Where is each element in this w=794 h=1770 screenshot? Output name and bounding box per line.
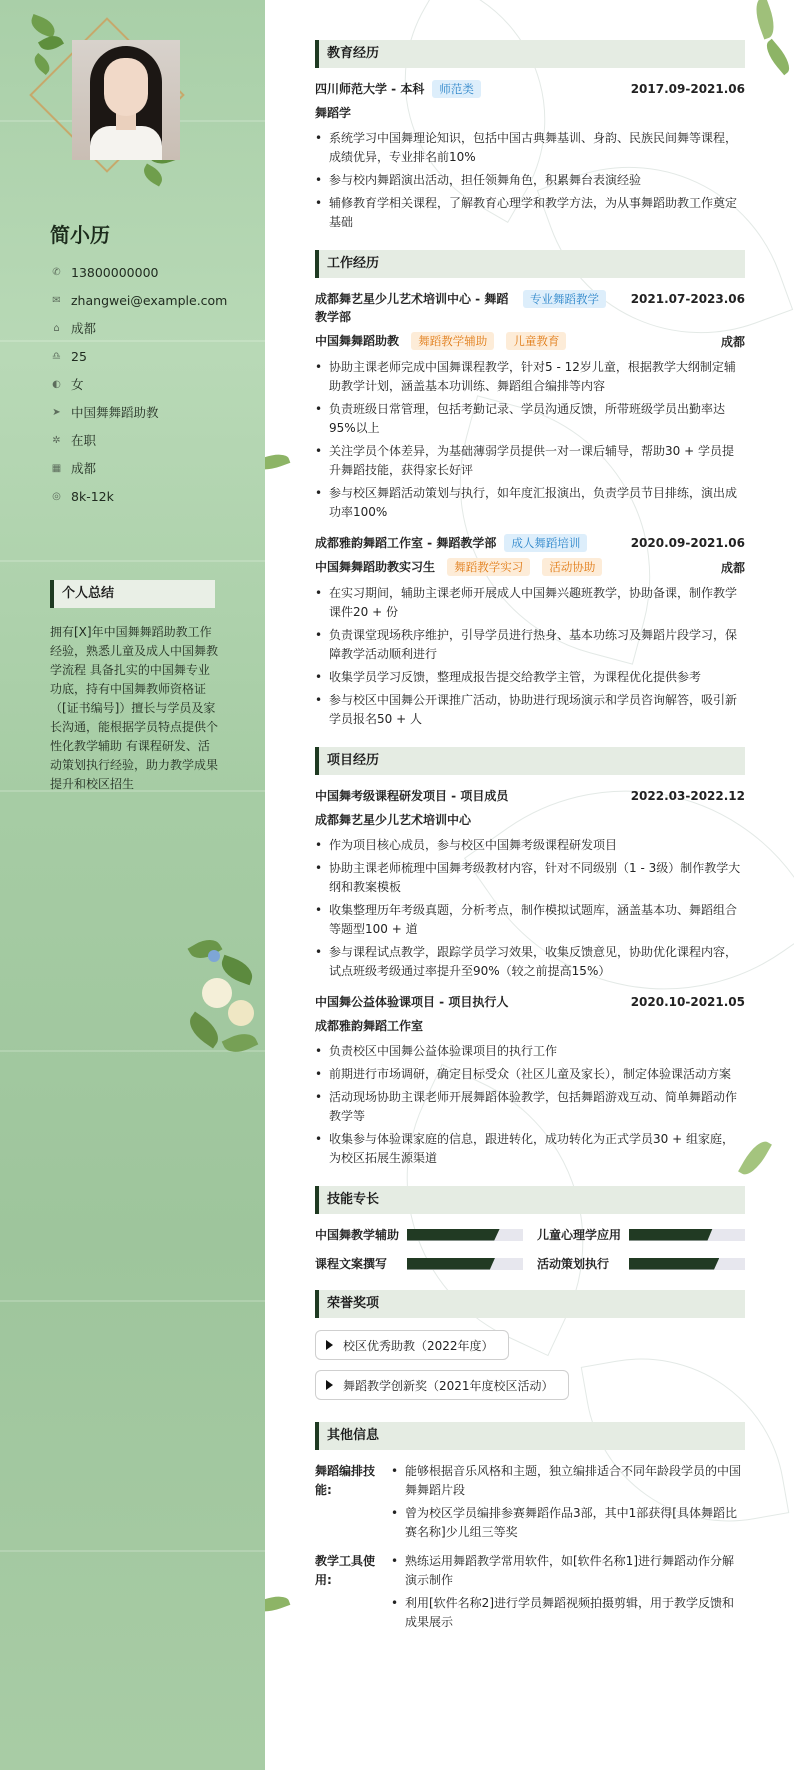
job-tag: 专业舞蹈教学 (523, 290, 606, 308)
skill-fill (407, 1229, 500, 1241)
list-item: • 负责课堂现场秩序维护，引导学员进行热身、基本功练习及舞蹈片段学习，保障教学活动顺利进行 (315, 626, 745, 664)
info-email: ✉ zhangwei@example.com (50, 286, 227, 314)
summary-heading: 个人总结 (50, 580, 215, 608)
list-item: • 活动现场协助主课老师开展舞蹈体验教学，包括舞蹈游戏互动、简单舞蹈动作教学等 (315, 1088, 745, 1126)
list-item: • 协助主课老师梳理中国舞考级教材内容，针对不同级别（1 - 3级）制作教学大纲和教案模板 (315, 859, 745, 897)
gender-icon: ◐ (52, 378, 61, 390)
job-entry (315, 534, 745, 552)
info-salary: ◎ 8k-12k (50, 482, 227, 510)
job-date: 2021.07-2023.06 (630, 292, 745, 306)
job-city: 成都 (720, 560, 745, 575)
list-item: • 收集学员学习反馈，整理成报告提交给教学主管，为课程优化提供参考 (315, 668, 745, 687)
list-item: • 利用[软件名称2]进行学员舞蹈视频拍摄剪辑，用于教学反馈和成果展示 (391, 1594, 745, 1632)
main-content (265, 0, 794, 1770)
skill-item: 中国舞教学辅助 (315, 1226, 523, 1243)
skill-item: 活动策划执行 (537, 1255, 745, 1272)
building-icon: ▦ (51, 462, 62, 474)
other-bullets (391, 1462, 745, 1546)
info-age: ♎ 25 (50, 342, 227, 370)
info-city: ▦ 成都 (51, 461, 97, 476)
list-item: • 熟练运用舞蹈教学常用软件，如[软件名称1]进行舞蹈动作分解演示制作 (391, 1552, 745, 1590)
profile-photo (72, 40, 180, 160)
sidebar (0, 0, 265, 1770)
role-tag: 舞蹈教学辅助 (411, 332, 494, 350)
list-item: • 参与课程试点教学，跟踪学员学习效果，收集反馈意见，协助优化课程内容，试点班级考级通过率提升至90%（较之前提高15%） (315, 943, 745, 981)
other-label: 教学工具使用: (315, 1554, 376, 1587)
list-item: • 参与校内舞蹈演出活动，担任领舞角色，积累舞台表演经验 (315, 171, 745, 190)
list-item: • 负责校区中国舞公益体验课项目的执行工作 (315, 1042, 745, 1061)
skills-grid (315, 1226, 745, 1272)
home-icon: ⌂ (53, 322, 60, 334)
list-item: • 负责班级日常管理，包括考勤记录、学员沟通反馈，所带班级学员出勤率达95%以上 (315, 400, 745, 438)
list-item: • 参与校区舞蹈活动策划与执行，如年度汇报演出，负责学员节目排练，演出成功率100% (315, 484, 745, 522)
awards-heading: 荣誉奖项 (315, 1290, 745, 1318)
projects-section (315, 747, 745, 1168)
work-heading: 工作经历 (315, 250, 745, 278)
skills-section (315, 1186, 745, 1272)
skills-heading: 技能专长 (315, 1186, 745, 1214)
project-date: 2022.03-2022.12 (630, 789, 745, 803)
job-org: 成都舞艺星少儿艺术培训中心 - 舞蹈教学部 (315, 292, 509, 324)
candidate-name: 简小历 (50, 223, 110, 247)
job-bullets (315, 584, 745, 729)
skill-bar (407, 1258, 523, 1270)
role-tag: 舞蹈教学实习 (447, 558, 530, 576)
role-tag: 儿童教育 (506, 332, 566, 350)
skill-fill (629, 1258, 719, 1270)
other-group (315, 1552, 745, 1636)
mail-icon: ✉ (52, 294, 61, 306)
list-item: • 系统学习中国舞理论知识，包括中国古典舞基训、身韵、民族民间舞等课程，成绩优异，专业排名前10% (315, 129, 745, 167)
info-gender: ◐ 女 (50, 370, 227, 398)
other-bullets (391, 1552, 745, 1636)
projects-heading: 项目经历 (315, 747, 745, 775)
skill-item: 课程文案撰写 (315, 1255, 523, 1272)
education-date: 2017.09-2021.06 (630, 82, 745, 96)
skill-bar (407, 1229, 523, 1241)
info-status: ✲ 在职 (50, 426, 227, 454)
education-section (315, 40, 745, 232)
skill-fill (629, 1229, 713, 1241)
info-position: ➤ 中国舞舞蹈助教 (50, 398, 227, 426)
award-list (315, 1330, 745, 1410)
awards-section (315, 1290, 745, 1410)
project-bullets (315, 836, 745, 981)
info-phone: ✆ 13800000000 (50, 258, 227, 286)
other-group (315, 1462, 745, 1546)
school-tag: 师范类 (432, 80, 481, 98)
project-name: 中国舞考级课程研发项目 - 项目成员 (315, 789, 509, 803)
list-item: • 前期进行市场调研，确定目标受众（社区儿童及家长），制定体验课活动方案 (315, 1065, 745, 1084)
job-city: 成都 (720, 334, 745, 349)
project-date: 2020.10-2021.05 (630, 995, 745, 1009)
skill-bar (629, 1258, 745, 1270)
major: 舞蹈学 (315, 106, 352, 120)
other-label: 舞蹈编排技能: (315, 1464, 376, 1497)
job-role: 中国舞舞蹈助教实习生 (315, 560, 436, 574)
status-icon: ✲ (52, 434, 61, 446)
project-org: 成都舞艺星少儿艺术培训中心 (315, 813, 472, 827)
play-icon (326, 1340, 333, 1350)
education-bullets (315, 129, 745, 232)
award-item: 舞蹈教学创新奖（2021年度校区活动） (315, 1370, 569, 1400)
play-icon (326, 1380, 333, 1390)
list-item: • 曾为校区学员编排参赛舞蹈作品3部，其中1部获得[具体舞蹈比赛名称]少儿组三等奖 (391, 1504, 745, 1542)
salary-icon: ◎ (52, 490, 61, 502)
job-role: 中国舞舞蹈助教 (315, 334, 400, 348)
school-name: 四川师范大学 - 本科 (315, 82, 425, 96)
award-item: 校区优秀助教（2022年度） (315, 1330, 509, 1360)
send-icon: ➤ (52, 406, 61, 418)
role-tag: 活动协助 (542, 558, 602, 576)
list-item: • 辅修教育学相关课程，了解教育心理学和教学方法，为从事舞蹈助教工作奠定基础 (315, 194, 745, 232)
skill-item: 儿童心理学应用 (537, 1226, 745, 1243)
project-entry (315, 993, 745, 1011)
work-section (315, 250, 745, 729)
info-hometown: ⌂ 成都 (50, 314, 227, 342)
list-item: • 作为项目核心成员，参与校区中国舞考级课程研发项目 (315, 836, 745, 855)
education-heading: 教育经历 (315, 40, 745, 68)
project-entry (315, 787, 745, 805)
avatar (30, 18, 180, 188)
education-entry (315, 80, 745, 98)
job-role-row (315, 332, 745, 350)
list-item: • 在实习期间，辅助主课老师开展成人中国舞兴趣班教学，协助备课，制作教学课件20 + 份 (315, 584, 745, 622)
job-entry (315, 290, 745, 326)
job-date: 2020.09-2021.06 (630, 536, 745, 550)
contact-info (50, 258, 227, 510)
job-tag: 成人舞蹈培训 (504, 534, 587, 552)
flower-decoration (180, 930, 265, 1070)
list-item: • 参与校区中国舞公开课推广活动，协助进行现场演示和学员咨询解答，吸引新学员报名50 + 人 (315, 691, 745, 729)
phone-icon: ✆ (52, 266, 61, 278)
project-bullets (315, 1042, 745, 1168)
project-name: 中国舞公益体验课项目 - 项目执行人 (315, 995, 509, 1009)
other-heading: 其他信息 (315, 1422, 745, 1450)
resume-body (315, 40, 745, 1654)
skill-fill (407, 1258, 495, 1270)
other-section (315, 1422, 745, 1636)
job-org: 成都雅韵舞蹈工作室 - 舞蹈教学部 (315, 536, 497, 550)
job-bullets (315, 358, 745, 522)
skill-bar (629, 1229, 745, 1241)
list-item: • 关注学员个体差异，为基础薄弱学员提供一对一课后辅导，帮助30 + 学员提升舞蹈技能，获得家长好评 (315, 442, 745, 480)
project-org: 成都雅韵舞蹈工作室 (315, 1019, 424, 1033)
job-role-row (315, 558, 745, 576)
list-item: • 收集参与体验课家庭的信息，跟进转化，成功转化为正式学员30 + 组家庭，为校区拓展生源渠道 (315, 1130, 745, 1168)
summary-text: 拥有[X]年中国舞舞蹈助教工作经验，熟悉儿童及成人中国舞教学流程 具备扎实的中国舞专业功底，持有中国舞教师资格证（[证书编号]）擅长与学员及家长沟通，能根据学员特点提供个性化教学辅助 有课程研发、活动策划执行经验，助力教学成果提升和校区招生 (50, 625, 219, 791)
list-item: • 协助主课老师完成中国舞课程教学，针对5 - 12岁儿童，根据教学大纲制定辅助教学计划，涵盖基本功训练、舞蹈组合编排等内容 (315, 358, 745, 396)
age-icon: ♎ (52, 350, 61, 362)
list-item: • 收集整理历年考级真题，分析考点，制作模拟试题库，涵盖基本功、舞蹈组合等题型100 + 道 (315, 901, 745, 939)
list-item: • 能够根据音乐风格和主题，独立编排适合不同年龄段学员的中国舞舞蹈片段 (391, 1462, 745, 1500)
